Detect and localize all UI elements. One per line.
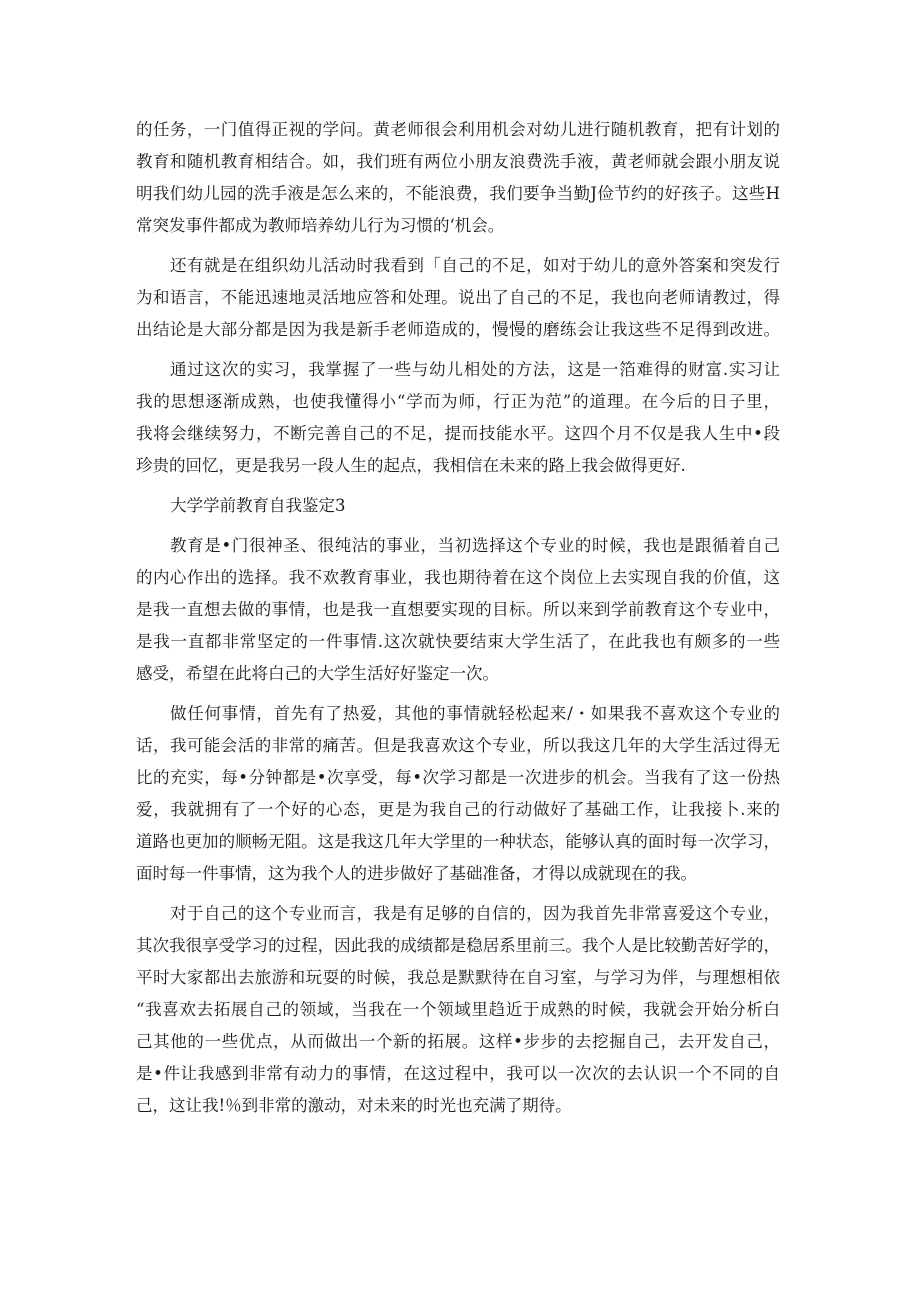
paragraph bbox=[136, 898, 780, 1122]
text-line: 道路也更加的顺畅无阻。这是我这几年大学里的一种状态，能够认真的面时每一次学习， bbox=[136, 832, 780, 851]
text-line: 己，这让我!％到非常的激动，对未来的时光也充满了期待。 bbox=[136, 1096, 572, 1115]
paragraph bbox=[136, 354, 780, 482]
text-line: 面时每一件事情，这为我个人的进步做好了基础准备，才得以成就现在的我。 bbox=[136, 864, 697, 883]
text-line: 是•件让我感到非常有动力的事情，在这过程中，我可以一次次的去认识一个不同的自 bbox=[136, 1064, 780, 1083]
text-line: 常突发事件都成为教师培养幼儿行为习惯的‘机会。 bbox=[136, 216, 505, 235]
text-line: 还有就是在组织幼儿活动时我看到「自己的不足，如对于幼儿的意外答案和突发行 bbox=[170, 256, 780, 275]
text-line: 其次我很享受学习的过程，因此我的成绩都是稳居系里前三。我个人是比较勤苦好学的， bbox=[136, 936, 780, 955]
text-line: 的任务，一门值得正视的学问。黄老师很会利用机会对幼儿进行随机教育，把有计划的 bbox=[136, 120, 780, 139]
paragraph bbox=[136, 698, 780, 890]
document-body bbox=[136, 114, 780, 1122]
text-line: 的内心作出的选择。我不欢教育事业，我也期待着在这个岗位上去实现自我的价值，这 bbox=[136, 568, 780, 587]
section-heading: 大学学前教育自我鉴定3 bbox=[170, 496, 346, 515]
text-line: 为和语言，不能迅速地灵活地应答和处理。说出了自己的不足，我也向老师请教过，得 bbox=[136, 288, 780, 307]
text-line: 做任何事情，首先有了热爱，其他的事情就轻松起来/・如果我不喜欢这个专业的 bbox=[170, 704, 780, 723]
paragraph bbox=[136, 114, 780, 242]
text-line: 话，我可能会活的非常的痛苦。但是我喜欢这个专业，所以我这几年的大学生活过得无 bbox=[136, 736, 780, 755]
paragraph bbox=[136, 250, 780, 346]
text-line: 出结论是大部分都是因为我是新手老师造成的，慢慢的磨练会让我这些不足得到改进。 bbox=[136, 320, 780, 339]
text-line: 爱，我就拥有了一个好的心态，更是为我自己的行动做好了基础工作，让我接卜.来的 bbox=[136, 800, 780, 819]
text-line: 是我一直想去做的事情，也是我一直想要实现的目标。所以来到学前教育这个专业中， bbox=[136, 600, 780, 619]
text-line: 珍贵的回忆，更是我另一段人生的起点，我相信在未来的路上我会做得更好. bbox=[136, 456, 686, 475]
text-line: “我喜欢去拓展自己的领域，当我在一个领域里趋近于成熟的时候，我就会开始分析白 bbox=[136, 1000, 780, 1019]
text-line: 己其他的一些优点，从而做出一个新的拓展。这样•步步的去挖掘自己，去开发自己， bbox=[136, 1032, 780, 1051]
text-line: 比的充实，每•分钟都是•次享受，每•次学习都是一次进步的机会。当我有了这一份热 bbox=[136, 768, 780, 787]
text-line: 教育是•门很神圣、很纯沽的事业，当初选择这个专业的时候，我也是跟循着自己 bbox=[170, 536, 780, 555]
text-line: 我将会继续努力，不断完善自己的不足，提而技能水平。这四个月不仅是我人生中•段 bbox=[136, 424, 780, 443]
text-line: 平时大家都出去旅游和玩耍的时候，我总是默默待在自习室，与学习为伴，与理想相依 bbox=[136, 968, 780, 987]
text-line: 明我们幼儿园的洗手液是怎么来的，不能浪费，我们要争当勤J俭节约的好孩子。这些H bbox=[136, 184, 780, 203]
text-line: 是我一直都非常坚定的一件事情.这次就快要结束大学生活了，在此我也有颇多的一些 bbox=[136, 632, 780, 651]
text-line: 教育和随机教育相结合。如，我们班有两位小朋友浪费洗手液，黄老师就会跟小朋友说 bbox=[136, 152, 780, 171]
paragraph bbox=[136, 530, 780, 690]
text-line: 我的思想逐渐成熟，也使我懂得小“学而为师，行正为范”的道理。在今后的日子里， bbox=[136, 392, 780, 411]
text-line: 通过这次的实习，我掌握了一些与幼儿相处的方法，这是一箔难得的财富.实习让 bbox=[170, 360, 780, 379]
text-line: 对于自己的这个专业而言，我是有足够的自信的，因为我首先非常喜爱这个专业， bbox=[170, 904, 780, 923]
text-line: 感受，希望在此将白己的大学生活好好鉴定一次。 bbox=[136, 664, 499, 683]
